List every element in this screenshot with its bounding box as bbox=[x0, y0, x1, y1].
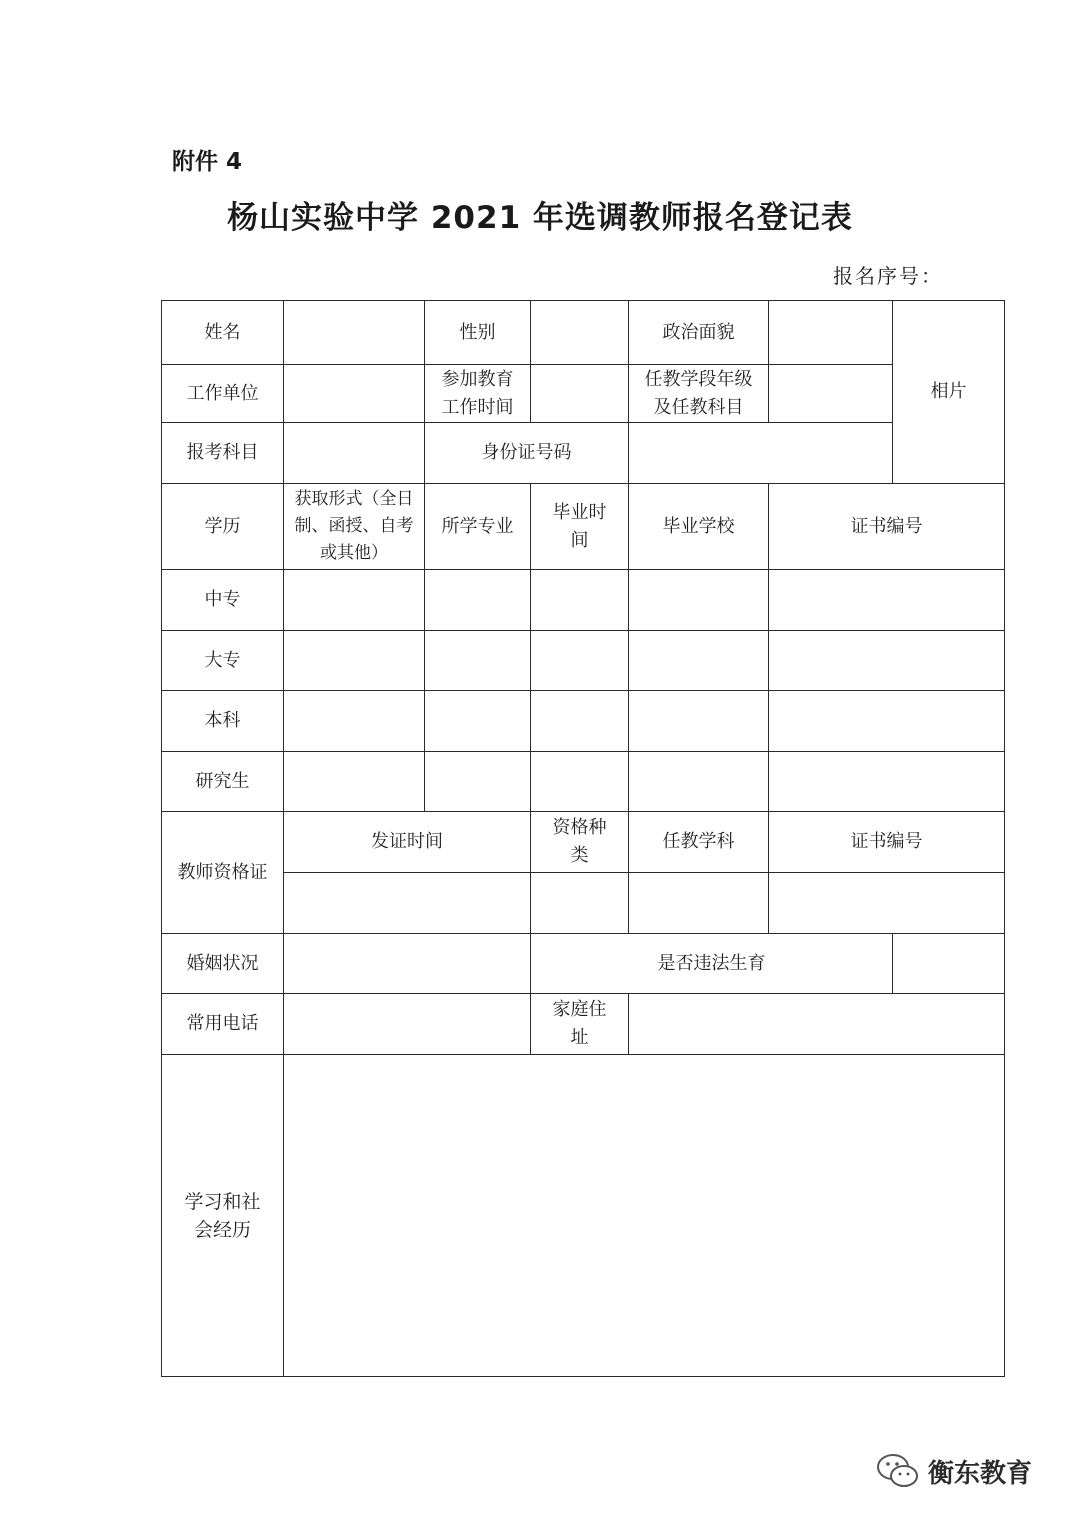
photo-label: 相片 bbox=[930, 381, 967, 402]
certificate-number-field[interactable] bbox=[769, 752, 1005, 812]
certificate-number-field[interactable] bbox=[769, 691, 1005, 752]
work-unit-field[interactable] bbox=[284, 365, 425, 423]
certificate-number-field[interactable] bbox=[769, 570, 1005, 631]
teacher-certificate-label: 教师资格证 bbox=[162, 812, 284, 934]
certificate-number-field[interactable] bbox=[769, 631, 1005, 691]
graduation-time-field[interactable] bbox=[531, 570, 629, 631]
phone-label: 常用电话 bbox=[162, 994, 284, 1055]
graduation-time-field[interactable] bbox=[531, 752, 629, 812]
graduation-school-label: 毕业学校 bbox=[629, 484, 769, 570]
major-field[interactable] bbox=[425, 631, 531, 691]
teacher-cert-number-label: 证书编号 bbox=[769, 812, 1005, 873]
id-number-field[interactable] bbox=[629, 423, 893, 484]
gender-field[interactable] bbox=[531, 301, 629, 365]
form-title: 杨山实验中学 2021 年选调教师报名登记表 bbox=[227, 200, 853, 236]
political-status-field[interactable] bbox=[769, 301, 893, 365]
name-label: 姓名 bbox=[162, 301, 284, 365]
level-label: 研究生 bbox=[162, 752, 284, 812]
registration-table bbox=[161, 300, 1005, 1377]
study-mode-label: 获取形式（全日 制、函授、自考 或其他） bbox=[284, 484, 425, 570]
exam-subject-field[interactable] bbox=[284, 423, 425, 484]
phone-field[interactable] bbox=[284, 994, 531, 1055]
home-address-label: 家庭住 址 bbox=[531, 994, 629, 1055]
exam-subject-label: 报考科目 bbox=[162, 423, 284, 484]
home-address-field[interactable] bbox=[629, 994, 1005, 1055]
level-label: 本科 bbox=[162, 691, 284, 752]
teaching-subject-label: 任教学科 bbox=[629, 812, 769, 873]
graduation-school-field[interactable] bbox=[629, 691, 769, 752]
graduation-time-field[interactable] bbox=[531, 631, 629, 691]
name-field[interactable] bbox=[284, 301, 425, 365]
teaching-subject-field[interactable] bbox=[629, 873, 769, 934]
work-unit-label: 工作单位 bbox=[162, 365, 284, 423]
watermark bbox=[876, 1452, 1032, 1490]
wechat-icon bbox=[876, 1452, 920, 1490]
illegal-birth-label: 是否违法生育 bbox=[531, 934, 893, 994]
certificate-type-label: 资格种 类 bbox=[531, 812, 629, 873]
graduation-time-label: 毕业时 间 bbox=[531, 484, 629, 570]
marital-status-field[interactable] bbox=[284, 934, 531, 994]
id-number-label: 身份证号码 bbox=[425, 423, 629, 484]
certificate-type-field[interactable] bbox=[531, 873, 629, 934]
education-label: 学历 bbox=[162, 484, 284, 570]
major-field[interactable] bbox=[425, 691, 531, 752]
study-mode-field[interactable] bbox=[284, 691, 425, 752]
study-mode-field[interactable] bbox=[284, 752, 425, 812]
teacher-cert-number-field[interactable] bbox=[769, 873, 1005, 934]
grade-subject-field[interactable] bbox=[769, 365, 893, 423]
experience-label: 学习和社 会经历 bbox=[162, 1055, 284, 1377]
attachment-label: 附件 4 bbox=[172, 149, 243, 175]
teaching-start-label: 参加教育 工作时间 bbox=[425, 365, 531, 423]
graduation-school-field[interactable] bbox=[629, 631, 769, 691]
experience-field[interactable] bbox=[284, 1055, 1005, 1377]
graduation-school-field[interactable] bbox=[629, 570, 769, 631]
serial-number-label: 报名序号： bbox=[833, 264, 943, 288]
major-label: 所学专业 bbox=[425, 484, 531, 570]
study-mode-field[interactable] bbox=[284, 631, 425, 691]
level-label: 中专 bbox=[162, 570, 284, 631]
study-mode-field[interactable] bbox=[284, 570, 425, 631]
major-field[interactable] bbox=[425, 752, 531, 812]
gender-label: 性别 bbox=[425, 301, 531, 365]
issue-time-field[interactable] bbox=[284, 873, 531, 934]
grade-subject-label: 任教学段年级 及任教科目 bbox=[629, 365, 769, 423]
watermark-text: 衡东教育 bbox=[928, 1458, 1033, 1489]
major-field[interactable] bbox=[425, 570, 531, 631]
graduation-school-field[interactable] bbox=[629, 752, 769, 812]
level-label: 大专 bbox=[162, 631, 284, 691]
photo-box[interactable] bbox=[893, 301, 1005, 484]
illegal-birth-field[interactable] bbox=[893, 934, 1005, 994]
certificate-number-label: 证书编号 bbox=[769, 484, 1005, 570]
teaching-start-field[interactable] bbox=[531, 365, 629, 423]
graduation-time-field[interactable] bbox=[531, 691, 629, 752]
issue-time-label: 发证时间 bbox=[284, 812, 531, 873]
marital-status-label: 婚姻状况 bbox=[162, 934, 284, 994]
political-status-label: 政治面貌 bbox=[629, 301, 769, 365]
